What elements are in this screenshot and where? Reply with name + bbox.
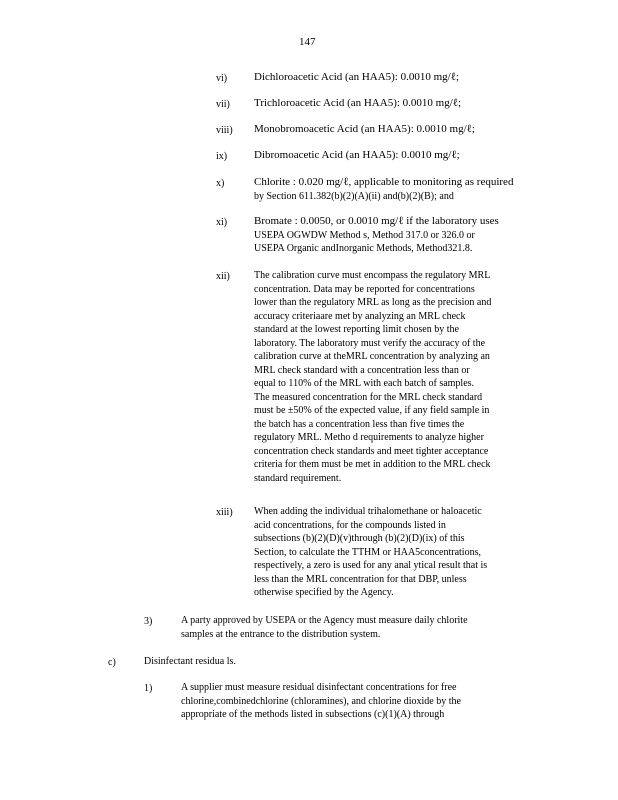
- item-label-viii: viii): [216, 125, 233, 136]
- item-label-ix: ix): [216, 151, 228, 162]
- item-label-x: x): [216, 178, 225, 189]
- item-text-vi: Dichloroacetic Acid (an HAA5): 0.0010 mg/ℓ;: [254, 71, 460, 83]
- section-label-c: c): [108, 657, 116, 668]
- item-text-ix: Dibromoacetic Acid (an HAA5): 0.0010 mg/ℓ;: [254, 149, 460, 161]
- item-text-viii: Monobromoacetic Acid (an HAA5): 0.0010 mg/ℓ;: [254, 123, 475, 135]
- paragraph-text-3: A party approved by USEPA or the Agency must measure daily chlorite samples at the entrance to the distribution system.: [181, 615, 468, 640]
- item-label-vi: vi): [216, 73, 228, 84]
- item-text-vii: Trichloroacetic Acid (an HAA5): 0.0010 mg/ℓ;: [254, 97, 462, 109]
- paragraph-label-1: 1): [144, 683, 153, 694]
- paragraph-text-1: A supplier must measure residual disinfectant concentrations for free chlorine,combinedchlorine (chloramines), and chlorine dioxide by the appropriate of the methods listed in subsections (c)(1)(A) through: [181, 682, 461, 720]
- page-number: 147: [299, 36, 316, 48]
- paragraph-label-3: 3): [144, 616, 153, 627]
- item-text-xii: The calibration curve must encompass the regulatory MRL concentration. Data may be reported for concentrations lower than the regulatory MRL as long as the precision and accuracy criteriaare met by analyzing an MRL check standard at the lowest reporting limit chosen by the laboratory. The laboratory must verify the accuracy of the calibration curve at theMRL concentration by analyzing an MRL check standard with a concentration less than or equal to 110% of the MRL with each batch of samples. The measured concentration for the MRL check standard must be ±50% of the expected value, if any field sample in the batch has a concentration less than five times the regulatory MRL. Metho d requirements to analyze higher concentration check standards and meet tighter acceptance criteria for them must be met in addition to the MRL check standard requirement.: [254, 270, 492, 484]
- section-heading-c: Disinfectant residua ls.: [144, 656, 236, 667]
- item-label-xi: xi): [216, 217, 228, 228]
- item-text-xi: Bromate : 0.0050, or 0.0010 mg/ℓ if the laboratory uses USEPA OGWDW Method s, Method 317.0 or 326.0 or USEPA Organic andInorganic Methods, Method321.8.: [254, 215, 499, 254]
- item-label-xii: xii): [216, 271, 230, 282]
- item-text-x: Chlorite : 0.020 mg/ℓ, applicable to monitoring as required by Section 611.382(b)(2)(A)(ii) and(b)(2)(B); and: [254, 176, 514, 202]
- item-text-xiii: When adding the individual trihalomethane or haloacetic acid concentrations, for the compounds listed in subsections (b)(2)(D)(v)through (b)(2)(D)(ix) of this Section, to calculate the TTHM or HAA5concentrations, respectively, a zero is used for any anal ytical result that is less than the MRL concentration for that DBP, unless otherwise specified by the Agency.: [254, 506, 488, 598]
- item-label-vii: vii): [216, 99, 230, 110]
- item-label-xiii: xiii): [216, 507, 233, 518]
